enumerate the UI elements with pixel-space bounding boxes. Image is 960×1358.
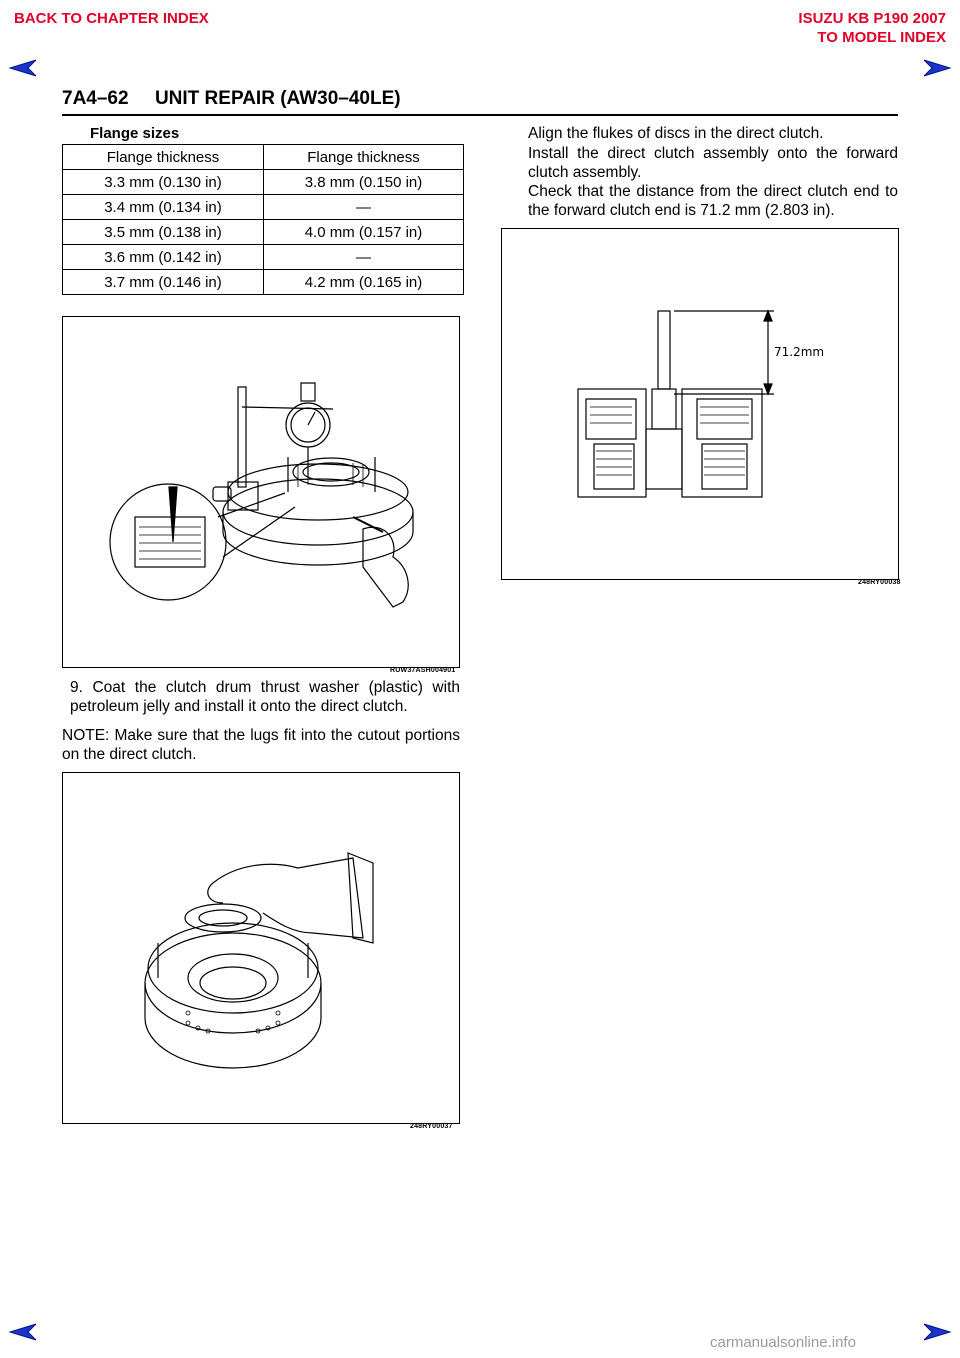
right-paragraph-1: Align the flukes of discs in the direct clutch. [528,125,824,142]
table-cell: 3.5 mm (0.138 in) [63,220,264,245]
table-cell: 3.4 mm (0.134 in) [63,195,264,220]
back-to-chapter-link[interactable]: BACK TO CHAPTER INDEX [14,10,209,27]
table-cell: 4.2 mm (0.165 in) [264,270,464,295]
table-row [63,245,464,270]
clutch-cross-section-illustration [502,229,898,579]
table-row [63,220,464,245]
figure-code-1: RUW37ASH004901 [390,667,456,674]
table-header-cell: Flange thickness [264,145,464,170]
table-cell: 3.8 mm (0.150 in) [264,170,464,195]
table-cell: — [264,195,464,220]
figure-code-2: 248RY00037 [410,1123,453,1130]
step-9-paragraph: 9. Coat the clutch drum thrust washer (plastic) with petroleum jelly and install it onto the direct clutch. [70,679,460,715]
table-row [63,195,464,220]
table-cell: — [264,245,464,270]
figure-thrust-washer [62,772,460,1124]
step-9-text [70,678,460,716]
figure-dial-gauge [62,316,460,668]
dimension-label: 71.2mm [774,345,825,359]
dial-gauge-illustration [63,317,459,667]
next-page-arrow-icon[interactable] [922,58,952,78]
table-cell: 3.7 mm (0.146 in) [63,270,264,295]
model-name-label: ISUZU KB P190 2007 [798,10,946,27]
flange-sizes-table [62,144,464,295]
right-paragraph-3: Check that the distance from the direct clutch end to the forward clutch end is 71.2 mm (2.803 in). [528,183,898,219]
footer-watermark: carmanualsonline.info [710,1334,856,1351]
to-model-index-link[interactable]: TO MODEL INDEX [817,29,946,46]
bottom-prev-arrow-icon[interactable] [8,1322,38,1342]
figure-code-3: 248RY00038 [858,579,901,586]
figure-clutch-cross-section [501,228,899,580]
note-text: NOTE: Make sure that the lugs fit into the cutout portions on the direct clutch. [62,727,460,763]
table-cell: 4.0 mm (0.157 in) [264,220,464,245]
thrust-washer-illustration [63,773,459,1123]
table-row [63,270,464,295]
table-header-cell: Flange thickness [63,145,264,170]
table-header-row [63,145,464,170]
right-paragraph-2: Install the direct clutch assembly onto the forward clutch assembly. [528,145,898,181]
table-cell: 3.6 mm (0.142 in) [63,245,264,270]
table-cell: 3.3 mm (0.130 in) [63,170,264,195]
prev-page-arrow-icon[interactable] [8,58,38,78]
table-row [63,170,464,195]
page-header-title: 7A4–62 UNIT REPAIR (AW30–40LE) [62,88,401,109]
table-title: Flange sizes [90,125,180,142]
bottom-next-arrow-icon[interactable] [922,1322,952,1342]
header-rule [62,114,898,116]
